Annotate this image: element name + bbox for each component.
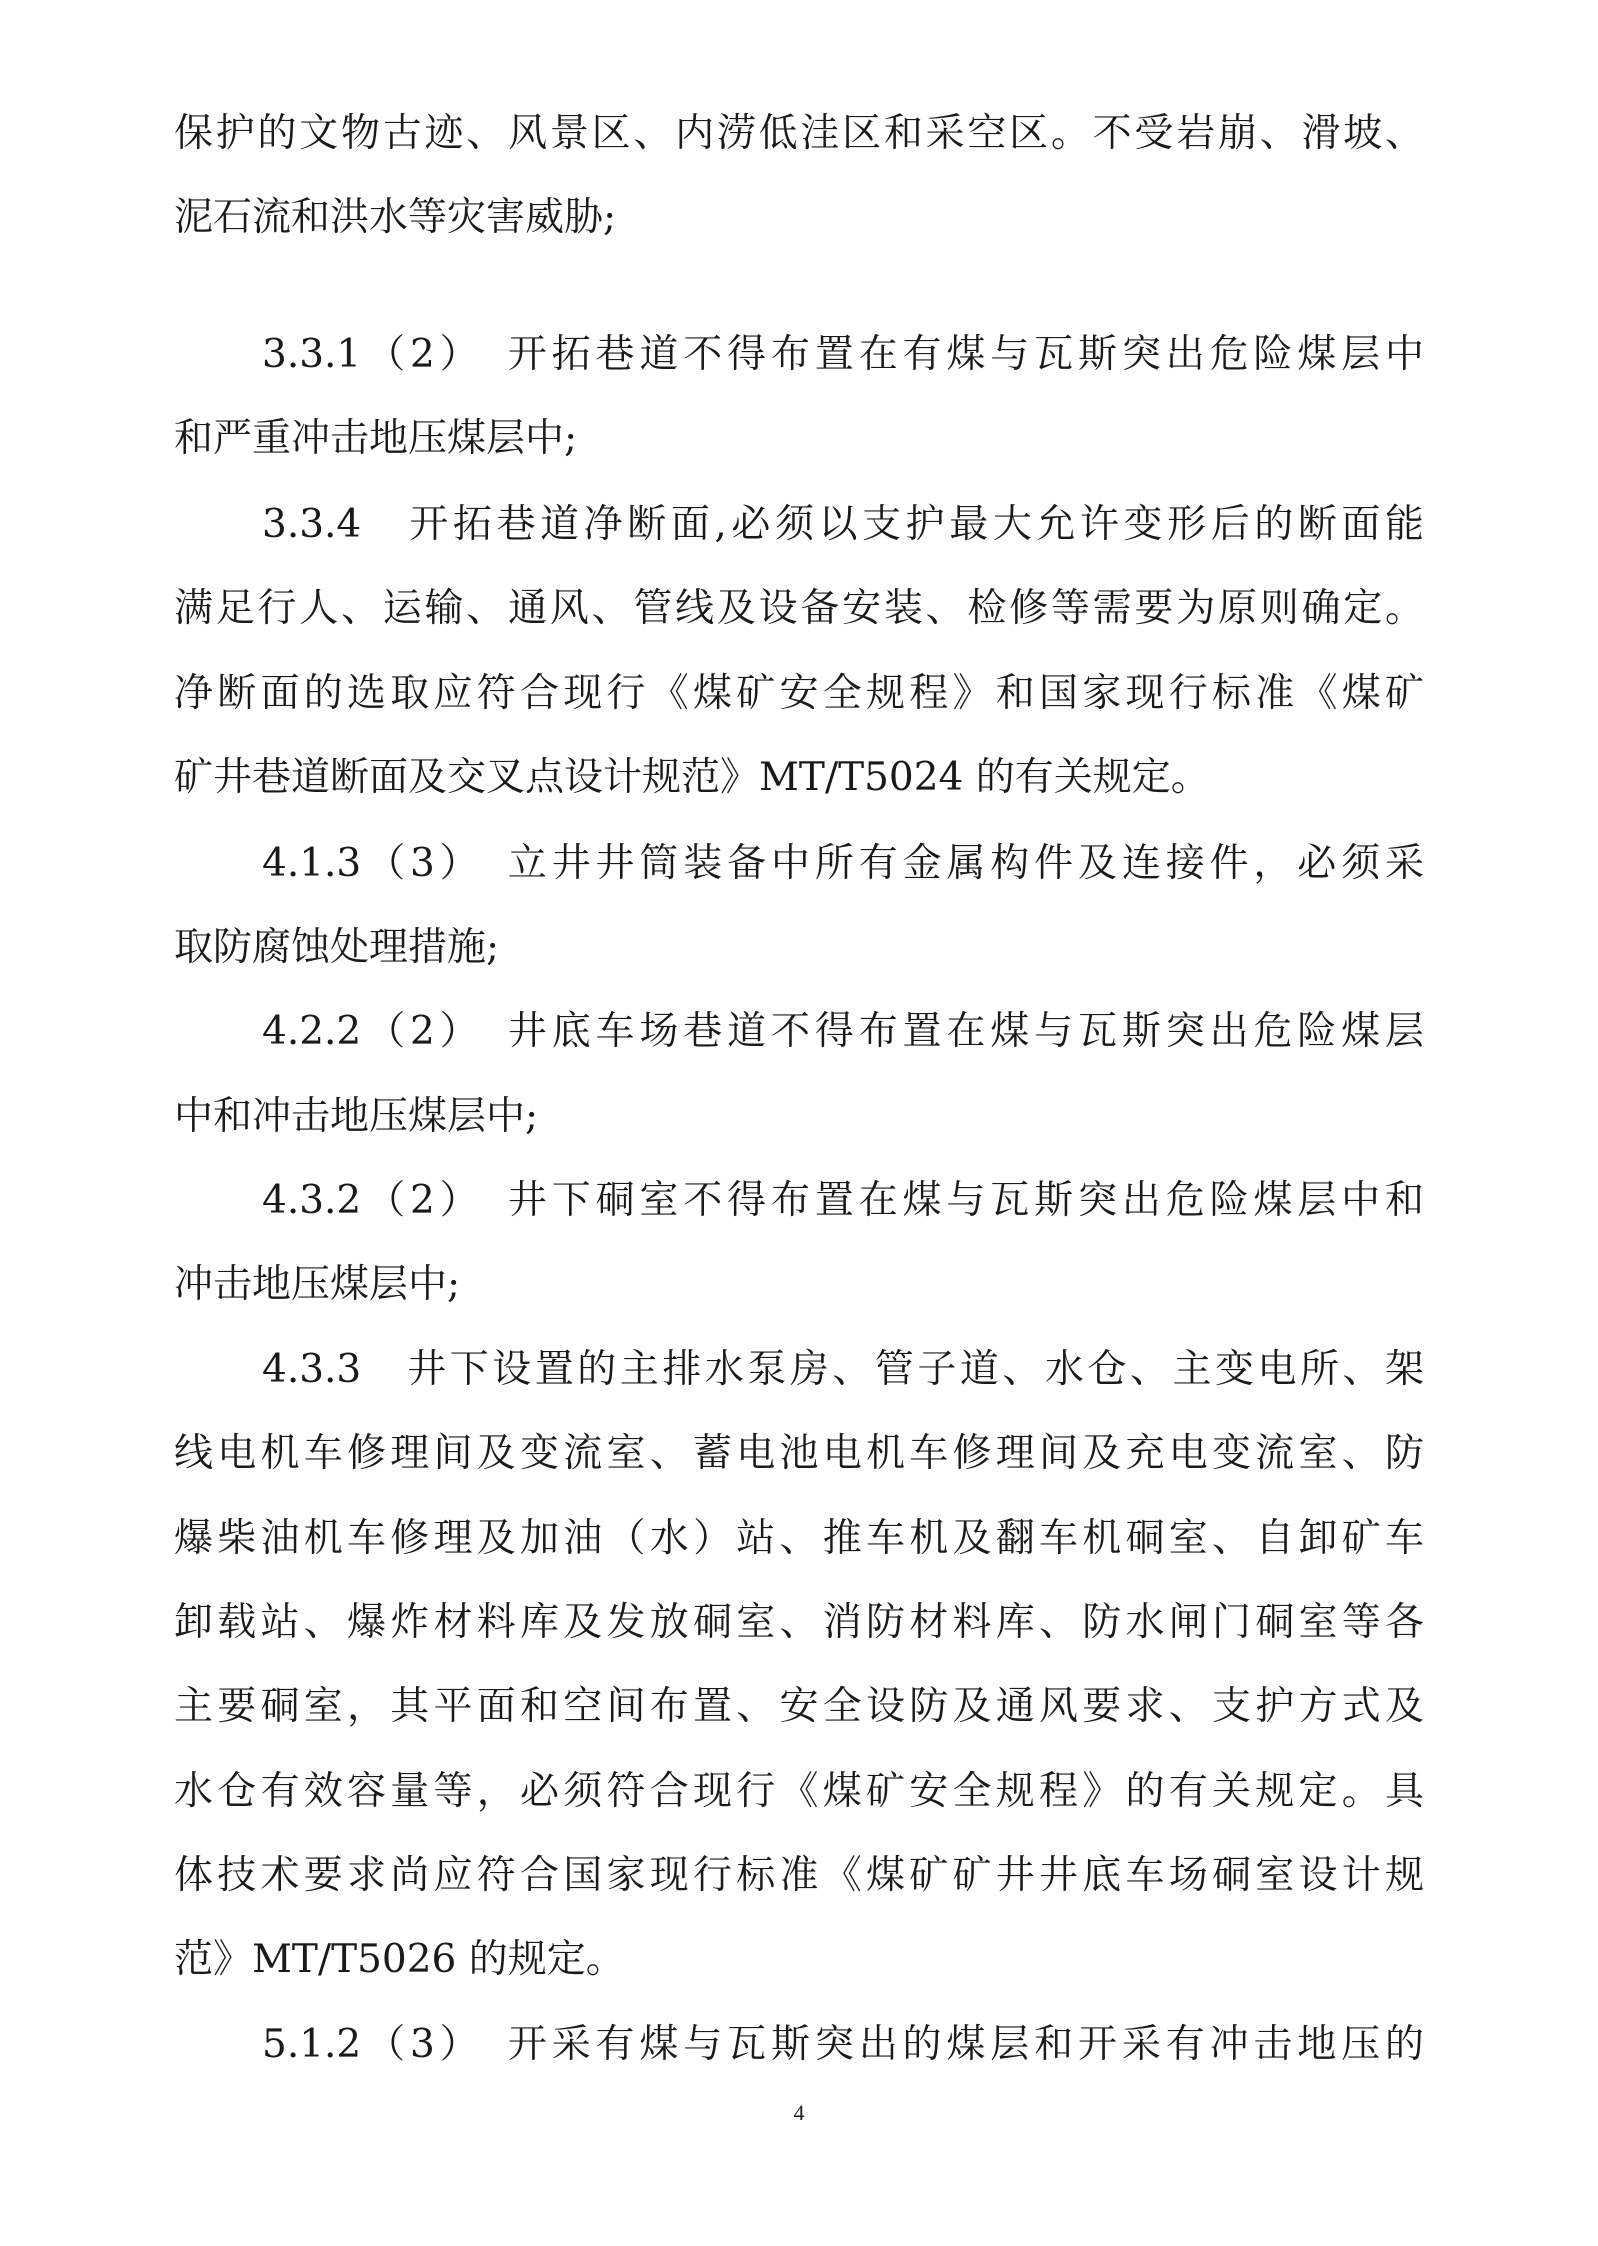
text-line-1: 保护的文物古迹、风景区、内涝低洼区和采空区。不受岩崩、滑坡、 — [174, 111, 1424, 156]
text-line-12: 中和冲击地压煤层中; — [174, 1094, 539, 1139]
page-number: 4 — [793, 2100, 805, 2125]
text-line-20: 水仓有效容量等，必须符合现行《煤矿安全规程》的有关规定。具 — [174, 1769, 1424, 1814]
text-line-15: 4.3.3 井下设置的主排水泵房、管子道、水仓、主变电所、架 — [262, 1347, 1424, 1392]
text-line-14: 冲击地压煤层中; — [174, 1262, 461, 1307]
text-line-23: 5.1.2（3） 开采有煤与瓦斯突出的煤层和开采有冲击地压的 — [262, 2022, 1424, 2067]
text-line-17: 爆柴油机车修理及加油（水）站、推车机及翻车机硐室、自卸矿车 — [174, 1516, 1424, 1561]
text-line-21: 体技术要求尚应符合国家现行标准《煤矿矿井井底车场硐室设计规 — [174, 1853, 1424, 1898]
text-line-22: 范》MT/T5026 的规定。 — [174, 1937, 625, 1982]
text-line-7: 净断面的选取应符合现行《煤矿安全规程》和国家现行标准《煤矿 — [174, 671, 1424, 716]
text-line-11: 4.2.2（2） 井底车场巷道不得布置在煤与瓦斯突出危险煤层 — [262, 1009, 1424, 1054]
text-line-16: 线电机车修理间及变流室、蓄电池电机车修理间及充电变流室、防 — [174, 1431, 1424, 1476]
text-line-18: 卸载站、爆炸材料库及发放硐室、消防材料库、防水闸门硐室等各 — [174, 1600, 1424, 1645]
text-line-2: 泥石流和洪水等灾害威胁; — [174, 195, 617, 240]
text-line-13: 4.3.2（2） 井下硐室不得布置在煤与瓦斯突出危险煤层中和 — [262, 1178, 1424, 1223]
text-line-10: 取防腐蚀处理措施; — [174, 925, 500, 970]
text-line-19: 主要硐室，其平面和空间布置、安全设防及通风要求、支护方式及 — [174, 1684, 1424, 1729]
text-line-9: 4.1.3（3） 立井井筒装备中所有金属构件及连接件，必须采 — [262, 841, 1424, 886]
text-line-8: 矿井巷道断面及交叉点设计规范》MT/T5024 的有关规定。 — [174, 755, 1210, 800]
text-line-4: 和严重冲击地压煤层中; — [174, 416, 578, 461]
text-line-3: 3.3.1（2） 开拓巷道不得布置在有煤与瓦斯突出危险煤层中 — [262, 332, 1424, 377]
text-line-6: 满足行人、运输、通风、管线及设备安装、检修等需要为原则确定。 — [174, 586, 1424, 631]
text-line-5: 3.3.4 开拓巷道净断面,必须以支护最大允许变形后的断面能 — [262, 502, 1424, 547]
